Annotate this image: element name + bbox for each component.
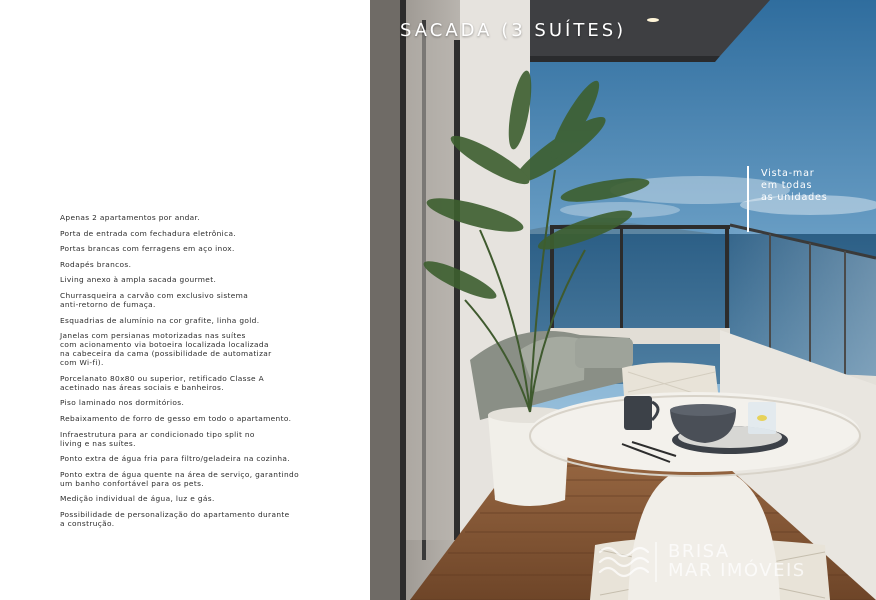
feature-item: Infraestrutura para ar condicionado tipo split no living e nas suítes. [60, 429, 255, 448]
feature-item: Rodapés brancos. [60, 259, 132, 269]
left-page [0, 0, 370, 600]
feature-item: Apenas 2 apartamentos por andar. [60, 213, 200, 222]
watermark-text: BRISA MAR IMÓVEIS [668, 541, 806, 581]
callout-text: Vista-mar em todas as unidades [761, 168, 828, 203]
feature-item: Churrasqueira a carvão com exclusivo sistema anti-retorno de fumaça. [60, 290, 249, 309]
feature-item: Living anexo à ampla sacada gourmet. [60, 275, 217, 285]
sea-view-callout [747, 166, 857, 232]
balcony-photo [370, 0, 876, 600]
feature-item: Ponto extra de água quente na área de serviço, garantindo um banho confortável para os pets. [60, 469, 299, 488]
feature-item: Rebaixamento de forro de gesso em todo o apartamento. [60, 413, 292, 423]
features-list [60, 213, 360, 535]
feature-item: Porcelanato 80x80 ou superior, retificado Classe A acetinado nas áreas sociais e banheiros. [60, 373, 265, 392]
waves-logo-icon [596, 538, 658, 586]
feature-item: Porta de entrada com fechadura eletrônica. [60, 228, 237, 238]
feature-item: Piso laminado nos dormitórios. [60, 398, 185, 408]
feature-item: Esquadrias de alumínio na cor grafite, linha gold. [60, 315, 260, 325]
page-title: SACADA (3 SUÍTES) [400, 20, 627, 41]
feature-item: Janelas com persianas motorizadas nas suítes com acionamento via botoeira localizada localizada na cabeceira da cama (possibilidade de automatizar com Wi-fi). [60, 331, 272, 368]
callout-divider [747, 166, 749, 232]
feature-item: Medição individual de água, luz e gás. [60, 494, 215, 504]
feature-item: Possibilidade de personalização do apartamento durante a construção. [60, 509, 290, 528]
feature-item: Ponto extra de água fria para filtro/geladeira na cozinha. [60, 454, 291, 464]
watermark-logo [596, 538, 866, 588]
feature-item: Portas brancas com ferragens em aço inox. [60, 244, 235, 254]
balcony-photo-page [370, 0, 876, 600]
